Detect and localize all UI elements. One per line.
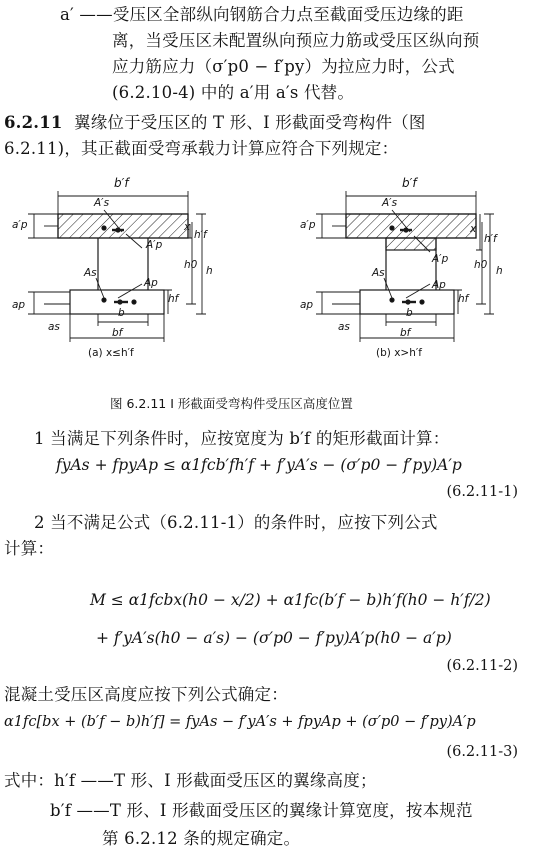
- section-number: 6.2.11: [4, 113, 63, 132]
- formula-6-2-11-2b: + f′yA′s(h0 − a′s) − (σ′p0 − f′py)A′p(h0 − a′p): [96, 629, 452, 647]
- label-b-b: b: [406, 307, 413, 319]
- eq-number-3: (6.2.11-3): [446, 744, 518, 760]
- label-b-a: b: [118, 307, 125, 319]
- section-line-2: 6.2.11)，其正截面受弯承载力计算应符合下列规定：: [4, 139, 399, 158]
- label-ap-b: ap: [300, 299, 314, 311]
- label-Ap-b: Ap: [432, 279, 446, 291]
- label-Ap-top-b: A′p: [432, 253, 449, 265]
- label-bf-bot-b: bf: [400, 327, 411, 339]
- label-hf-bot-a: hf: [168, 293, 179, 305]
- subcaption-b: (b) x>h′f: [376, 347, 422, 359]
- section-line-1: 翼缘位于受压区的 T 形、I 形截面受弯构件（图: [74, 113, 426, 132]
- label-x-b: x: [470, 223, 477, 235]
- formula-6-2-11-2a: M ≤ α1fcbx(h0 − x/2) + α1fc(b′f − b)h′f(h0 − h′f/2): [90, 591, 491, 609]
- label-h-b: h: [496, 265, 503, 277]
- label-bf-bot-a: bf: [112, 327, 123, 339]
- formula-6-2-11-3: α1fc[bx + (b′f − b)h′f] = fyAs − f′yA′s + fpyAp + (σ′p0 − f′py)A′p: [4, 714, 476, 730]
- label-x-a: x: [184, 221, 191, 233]
- label-as-a: as: [48, 321, 60, 333]
- item-2-text-cont: 计算：: [4, 539, 55, 558]
- eq-number-1: (6.2.11-1): [446, 484, 518, 500]
- text-line-a-prime: a′ ——受压区全部纵向钢筋合力点至截面受压边缘的距: [60, 5, 464, 24]
- text-line-4: (6.2.10-4) 中的 a′用 a′s 代替。: [112, 83, 355, 102]
- text-line-3: 应力筋应力（σ′p0 − f′py）为拉应力时，公式: [112, 57, 455, 76]
- label-As-top-a: A′s: [94, 197, 110, 209]
- label-hf-top-b: h′f: [484, 233, 497, 245]
- subcaption-a: (a) x≤h′f: [88, 347, 134, 359]
- label-h0-b: h0: [474, 259, 488, 271]
- figure-caption: 图 6.2.11 I 形截面受弯构件受压区高度位置: [110, 396, 353, 411]
- where-line-3: 第 6.2.12 条的规定确定。: [102, 829, 301, 848]
- label-h0-a: h0: [184, 259, 198, 271]
- label-bf-b: b′f: [402, 176, 417, 190]
- label-a-prime-a: a′p: [12, 219, 28, 231]
- label-h-a: h: [206, 265, 213, 277]
- label-As-b: As: [372, 267, 385, 279]
- label-as-b: as: [338, 321, 350, 333]
- label-bf-a: b′f: [114, 176, 129, 190]
- label-Ap-top-a: A′p: [146, 239, 163, 251]
- label-As-a: As: [84, 267, 97, 279]
- label-hf-bot-b: hf: [458, 293, 469, 305]
- concrete-height-text: 混凝土受压区高度应按下列公式确定：: [4, 685, 288, 704]
- item-1-text: 1 当满足下列条件时，应按宽度为 b′f 的矩形截面计算：: [34, 429, 450, 448]
- label-As-top-b: A′s: [382, 197, 398, 209]
- formula-6-2-11-1: fyAs + fpyAp ≤ α1fcb′fh′f + f′yA′s − (σ′p0 − f′py)A′p: [56, 456, 462, 474]
- eq-number-2: (6.2.11-2): [446, 658, 518, 674]
- where-line-1: 式中：h′f ——T 形、I 形截面受压区的翼缘高度；: [4, 771, 377, 790]
- item-2-text: 2 当不满足公式（6.2.11-1）的条件时，应按下列公式: [34, 513, 438, 532]
- label-hf-top-a: h′f: [194, 229, 207, 241]
- label-Ap-a: Ap: [144, 277, 158, 289]
- i-section-figure: [0, 0, 538, 400]
- where-line-2: b′f ——T 形、I 形截面受压区的翼缘计算宽度，按本规范: [50, 801, 473, 820]
- label-ap-a: ap: [12, 299, 26, 311]
- label-a-prime-b: a′p: [300, 219, 316, 231]
- text-line-2: 离，当受压区未配置纵向预应力筋或受压区纵向预: [112, 31, 480, 50]
